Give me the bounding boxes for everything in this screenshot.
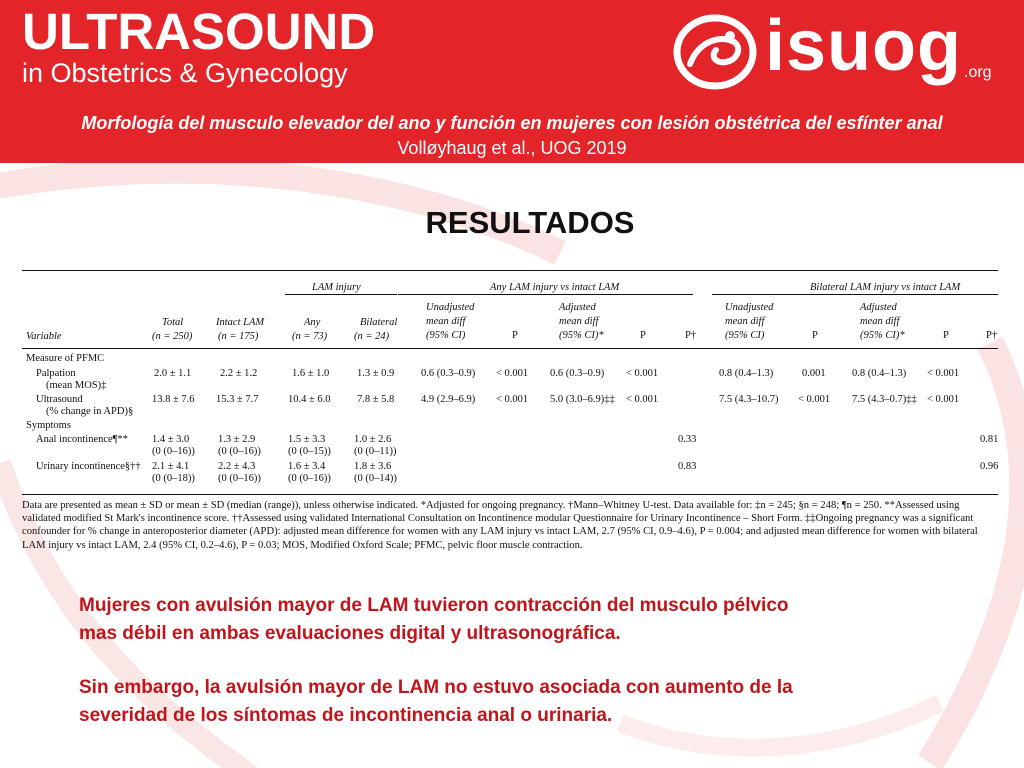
col-bil-adj-3: (95% CI)* (860, 330, 905, 341)
footnote-line: Data are presented as mean ± SD or mean ± SD (median (range)), unless otherwise indicated. *Adjusted for ongoing pregnancy. †Mann–Whitney U-test. Data available for: ‡n = 245; §n = 248; ¶n = 250. **Assessed using (22, 500, 960, 511)
col-bil-adj-p: P (943, 330, 949, 341)
col-bil-adj-2: mean diff (860, 316, 900, 327)
group-header-bilateral-vs-intact: Bilateral LAM injury vs intact LAM (810, 282, 961, 293)
footnote-line: validated modified St Mark's incontinence score. ††Assessed using validated International Consultation on Incontinence modular Questionnaire for Urinary Incontinence – Short Form. ‡‡Ongoing pregnancy was a significant (22, 513, 974, 525)
conclusion-paragraph-1 (79, 592, 979, 648)
conclusion-line: Sin embargo, la avulsión mayor de LAM no estuvo asociada con aumento de la (79, 677, 793, 698)
col-bil-unadj-p: P (812, 330, 818, 341)
footnote-line: confounder for % change in anteroposterior diameter (APD): adjusted mean difference for women with any LAM injury vs intact LAM, 2.7 (95% CI, 0.9–4.6), P = 0.004; and adjusted mean difference for women with bilateral (22, 526, 978, 538)
col-intact: Intact LAM (216, 317, 265, 328)
col-total-n: (n = 250) (152, 331, 193, 342)
col-variable: Variable (26, 331, 62, 342)
col-intact-n: (n = 175) (218, 331, 259, 342)
col-bil-unadj-3: (95% CI) (725, 330, 765, 341)
org-name: isuog (765, 6, 962, 86)
row-section-pfmc: Measure of PFMC (26, 353, 105, 364)
conclusion-line: severidad de los síntomas de incontinencia anal o urinaria. (79, 705, 613, 726)
col-any-unadj-2: mean diff (426, 316, 466, 327)
article-title: Morfología del musculo elevador del ano y función en mujeres con lesión obstétrica del esfínter anal (81, 113, 943, 133)
col-any-p-dagger: P† (685, 330, 697, 341)
col-total: Total (162, 317, 184, 328)
group-header-any-vs-intact: Any LAM injury vs intact LAM (490, 282, 620, 293)
row-section-symptoms: Symptoms (26, 420, 71, 431)
table-footnotes (22, 499, 1002, 552)
org-suffix: .org (964, 64, 992, 81)
conclusion-line: mas débil en ambas evaluaciones digital y ultrasonográfica. (79, 623, 621, 644)
col-bil-p-dagger: P† (986, 330, 998, 341)
col-any-adj-1: Adjusted (559, 302, 596, 313)
col-bilateral-n: (n = 24) (354, 331, 390, 342)
header-band (0, 0, 1024, 163)
col-bil-unadj-2: mean diff (725, 316, 765, 327)
col-any-adj-3: (95% CI)* (559, 330, 604, 341)
col-bilateral: Bilateral (360, 317, 398, 328)
col-any-n: (n = 73) (292, 331, 328, 342)
article-citation: Volløyhaug et al., UOG 2019 (397, 138, 627, 158)
conclusion-line: Mujeres con avulsión mayor de LAM tuvieron contracción del musculo pélvico (79, 595, 789, 616)
col-any-adj-2: mean diff (559, 316, 599, 327)
col-any-adj-p: P (640, 330, 646, 341)
isuog-logo (672, 6, 1012, 98)
footnote-line: LAM injury vs intact LAM, 2.4 (95% CI, 0.2–4.6), P = 0.03; MOS, Modified Oxford Scale; PFMC, pelvic floor muscle contraction. (22, 539, 583, 551)
col-bil-adj-1: Adjusted (860, 302, 897, 313)
conclusion-paragraph-2 (79, 674, 979, 730)
isuog-logo-icon (672, 12, 758, 92)
col-any: Any (304, 317, 321, 328)
group-header-lam-injury: LAM injury (312, 282, 361, 293)
journal-subtitle: in Obstetrics & Gynecology (22, 58, 348, 88)
col-bil-unadj-1: Unadjusted (725, 302, 774, 313)
section-heading: RESULTADOS (425, 205, 635, 240)
col-any-unadj-1: Unadjusted (426, 302, 475, 313)
col-any-unadj-p: P (512, 330, 518, 341)
journal-title: ULTRASOUND (22, 3, 376, 60)
col-any-unadj-3: (95% CI) (426, 330, 466, 341)
